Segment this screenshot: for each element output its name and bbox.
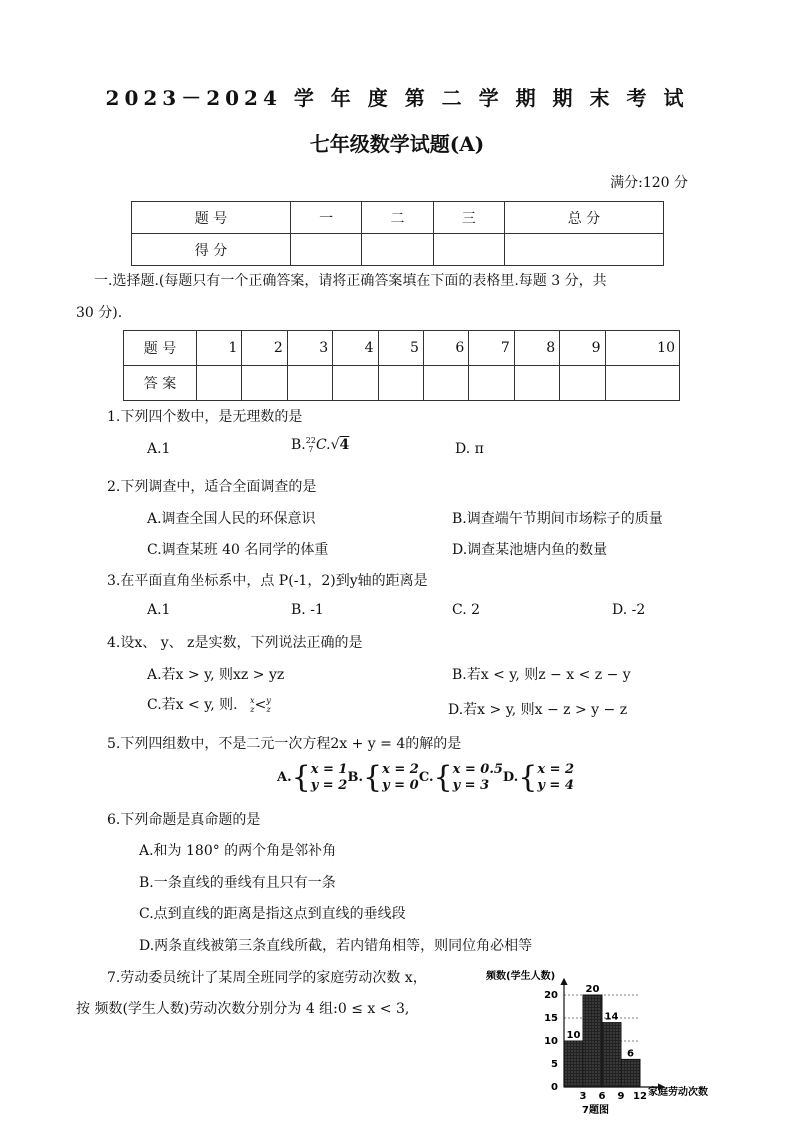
histogram-bar bbox=[564, 1041, 583, 1087]
histogram-bar bbox=[583, 995, 602, 1087]
answer-cell[interactable] bbox=[605, 366, 679, 401]
question-number: 8 bbox=[514, 331, 559, 366]
y-tick-label: 5 bbox=[551, 1059, 558, 1070]
question-number: 5 bbox=[378, 331, 423, 366]
q1-fraction bbox=[306, 436, 316, 454]
equation-line: x = 2 bbox=[382, 761, 419, 777]
q6-stem: 6.下列命题是真命题的是 bbox=[107, 812, 261, 828]
question-number: 3 bbox=[287, 331, 332, 366]
y-tick-label: 15 bbox=[544, 1013, 558, 1024]
q4-stem: 4.设x、 y、 z是实数，下列说法正确的是 bbox=[107, 635, 363, 651]
answer-table bbox=[123, 330, 680, 401]
x-tick-label: 3 bbox=[579, 1091, 587, 1102]
q1-option-a: A.1 bbox=[147, 441, 171, 457]
q5-equation-system bbox=[382, 762, 419, 794]
brace-icon: { bbox=[291, 760, 311, 795]
q1-option-bc bbox=[291, 436, 349, 454]
question-number: 10 bbox=[605, 331, 679, 366]
q3-stem: 3.在平面直角坐标系中，点 P(-1，2)到y轴的距离是 bbox=[107, 573, 428, 589]
score-input-cell[interactable] bbox=[362, 234, 433, 266]
equation-line: x = 0.5 bbox=[452, 761, 503, 777]
bar-value-label: 10 bbox=[566, 1030, 581, 1041]
answer-cell[interactable] bbox=[469, 366, 514, 401]
q6-option-b: B.一条直线的垂线有且只有一条 bbox=[139, 875, 336, 891]
equation-line: y = 4 bbox=[537, 777, 574, 793]
q1-stem: 1.下列四个数中，是无理数的是 bbox=[107, 409, 303, 425]
q4-option-a: A.若x > y, 则xz > yz bbox=[147, 667, 285, 683]
q4-frac-num: y bbox=[266, 696, 271, 705]
q5-option-label: D. bbox=[502, 770, 519, 785]
score-input-cell[interactable] bbox=[504, 234, 663, 266]
q3-option-b: B. -1 bbox=[291, 602, 324, 618]
score-input-cell[interactable] bbox=[433, 234, 504, 266]
histogram-bar bbox=[602, 1023, 621, 1087]
chart-xlabel: 家庭劳动次数 bbox=[648, 1087, 708, 1098]
q4-less-than: < bbox=[254, 697, 267, 713]
equation-line: x = 1 bbox=[310, 761, 348, 777]
equation-line: y = 0 bbox=[382, 777, 419, 793]
q7-histogram bbox=[478, 963, 738, 1123]
q6-option-c: C.点到直线的距离是指这点到直线的垂线段 bbox=[139, 906, 406, 922]
q5-equation-system bbox=[311, 762, 348, 794]
q1-option-b-label: B. bbox=[291, 437, 306, 453]
q7-line2: 按 频数(学生人数)劳动次数分别分为 4 组:0 ≤ x < 3, bbox=[76, 1001, 410, 1017]
q3-option-d: D. -2 bbox=[612, 602, 646, 618]
answer-cell[interactable] bbox=[423, 366, 468, 401]
answer-cell[interactable] bbox=[333, 366, 378, 401]
question-number: 2 bbox=[242, 331, 287, 366]
q1-sqrt-value: 4 bbox=[339, 437, 350, 453]
q7-line1: 7.劳动委员统计了某周全班同学的家庭劳动次数 x， bbox=[107, 970, 427, 986]
q4-frac-den: z bbox=[250, 705, 255, 714]
q1-option-d: D. π bbox=[455, 441, 484, 457]
score-header-cell: 二 bbox=[362, 202, 433, 234]
y-tick-label: 10 bbox=[544, 1036, 558, 1047]
chart-ylabel: 频数(学生人数) bbox=[486, 971, 556, 982]
q5-options bbox=[277, 760, 574, 795]
q5-equation-system bbox=[537, 762, 574, 794]
q1-fraction-den: 7 bbox=[308, 445, 314, 454]
q4-option-d: D.若x > y, 则x − z > y − z bbox=[448, 702, 628, 718]
answer-cell[interactable] bbox=[287, 366, 332, 401]
x-tick-label: 12 bbox=[633, 1091, 647, 1102]
answer-cell[interactable] bbox=[378, 366, 423, 401]
q4-option-b: B.若x < y, 则z − x < z − y bbox=[452, 667, 631, 683]
q5-option-label: B. bbox=[347, 770, 363, 785]
q3-option-c: C. 2 bbox=[452, 602, 481, 618]
q2-option-d: D.调查某池塘内鱼的数量 bbox=[452, 542, 608, 558]
score-table bbox=[131, 201, 664, 266]
section1-instructions: 一.选择题.(每题只有一个正确答案，请将正确答案填在下面的表格里.每题 3 分，共 bbox=[94, 273, 607, 289]
histogram-bar bbox=[621, 1059, 640, 1087]
bar-value-label: 14 bbox=[604, 1011, 619, 1023]
equation-line: y = 3 bbox=[452, 777, 490, 793]
q4-option-c bbox=[147, 694, 271, 714]
answer-cell[interactable] bbox=[560, 366, 605, 401]
score-label-cell: 得 分 bbox=[132, 234, 291, 266]
q4-option-c-label: C.若x < y, 则. bbox=[147, 697, 238, 713]
chart-title: 7题图 bbox=[582, 1105, 609, 1116]
score-header-cell: 总 分 bbox=[504, 202, 663, 234]
answer-cell[interactable] bbox=[197, 366, 242, 401]
q5-stem: 5.下列四组数中，不是二元一次方程2x + y = 4的解的是 bbox=[107, 736, 462, 752]
question-number: 7 bbox=[469, 331, 514, 366]
score-input-cell[interactable] bbox=[291, 234, 362, 266]
x-tick-label: 6 bbox=[598, 1091, 606, 1102]
q6-option-a: A.和为 180° 的两个角是邻补角 bbox=[139, 843, 337, 859]
score-header-cell: 题 号 bbox=[132, 202, 291, 234]
x-tick-label: 9 bbox=[617, 1091, 625, 1102]
full-score: 满分:120 分 bbox=[610, 175, 688, 191]
score-header-cell: 一 bbox=[291, 202, 362, 234]
question-number: 9 bbox=[560, 331, 605, 366]
bar-value-label: 6 bbox=[627, 1048, 634, 1060]
q2-option-b: B.调查端午节期间市场粽子的质量 bbox=[452, 511, 663, 527]
q5-option-label: C. bbox=[418, 770, 434, 785]
q4-frac-den: z bbox=[266, 705, 271, 714]
q2-stem: 2.下列调查中，适合全面调查的是 bbox=[107, 479, 317, 495]
answer-header-label: 题 号 bbox=[124, 331, 197, 366]
q5-equation-system bbox=[453, 762, 503, 794]
y-tick-label: 20 bbox=[544, 990, 558, 1001]
exam-subtitle: 七年级数学试题(A) bbox=[309, 132, 485, 156]
answer-cell[interactable] bbox=[242, 366, 287, 401]
bar-value-label: 20 bbox=[585, 984, 600, 995]
y-tick-label: 0 bbox=[551, 1082, 558, 1093]
equation-line: x = 2 bbox=[537, 761, 575, 777]
question-number: 6 bbox=[423, 331, 468, 366]
q5-option-label: A. bbox=[277, 770, 292, 785]
exam-title: 2023－2024 学 年 度 第 二 学 期 期 末 考 试 bbox=[105, 86, 689, 110]
q4-frac-num: x bbox=[250, 696, 255, 705]
brace-icon: { bbox=[518, 760, 538, 795]
sqrt-icon: √ bbox=[330, 437, 340, 453]
q1-fraction-num: 22 bbox=[305, 436, 316, 445]
section1-instructions-cont: 30 分). bbox=[76, 305, 123, 321]
q2-option-a: A.调查全国人民的环保意识 bbox=[147, 511, 316, 527]
answer-cell[interactable] bbox=[514, 366, 559, 401]
score-header-cell: 三 bbox=[433, 202, 504, 234]
q1-option-c-label: C. bbox=[315, 437, 331, 453]
q2-option-c: C.调查某班 40 名同学的体重 bbox=[147, 542, 329, 558]
q3-option-a: A.1 bbox=[147, 602, 171, 618]
q4-fraction-right bbox=[266, 696, 271, 714]
equation-line: y = 2 bbox=[310, 777, 348, 793]
q6-option-d: D.两条直线被第三条直线所截，若内错角相等，则同位角必相等 bbox=[139, 938, 533, 954]
brace-icon: { bbox=[362, 760, 383, 795]
answer-row-label: 答 案 bbox=[124, 366, 197, 401]
brace-icon: { bbox=[433, 760, 453, 795]
question-number: 4 bbox=[333, 331, 378, 366]
question-number: 1 bbox=[197, 331, 242, 366]
